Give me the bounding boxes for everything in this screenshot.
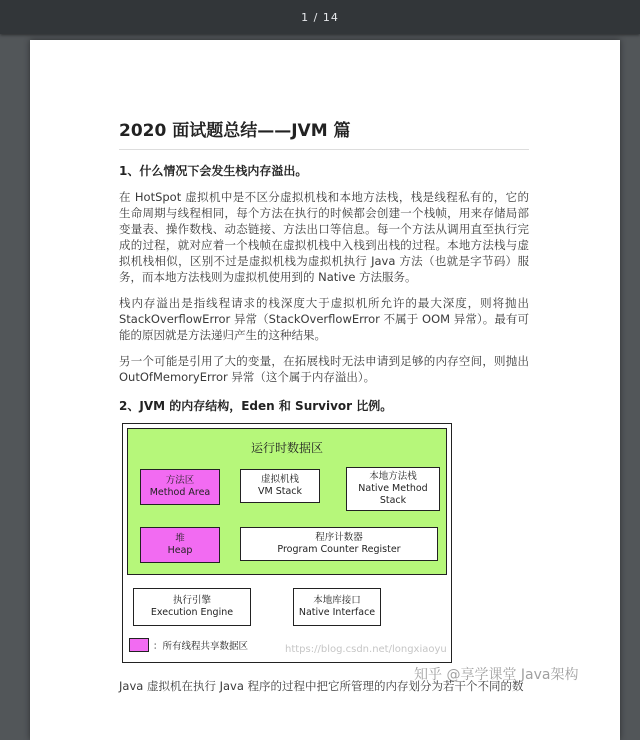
legend-swatch (129, 638, 149, 652)
vm-stack-box (240, 469, 320, 503)
watermark-brand: 知乎 @享学课堂 Java架构 (414, 667, 579, 683)
watermark-url: https://blog.csdn.net/longxiaoyu (285, 644, 447, 655)
page-content (119, 116, 529, 424)
method-area-cn: 方法区 (165, 475, 195, 486)
program-counter-box (240, 527, 438, 561)
paragraph-q1-2: 栈内存溢出是指线程请求的栈深度大于虚拟机所允许的最大深度，则将抛出 StackOverflowError 异常（StackOverflowError 不属于 OOM 异常）。最有可能的原因就是方法递归产生的这种结果。 (119, 296, 529, 342)
paragraph-q1-3: 另一个可能是引用了大的变量，在拓展栈时无法申请到足够的内存空间，则抛出 OutOfMemoryError 异常（这个属于内存溢出）。 (119, 354, 529, 384)
legend-label: ：所有线程共享数据区 (153, 641, 249, 652)
native-interface-en: Native Interface (298, 607, 376, 618)
pdf-page (30, 40, 620, 740)
pc-register-cn: 程序计数器 (315, 532, 363, 543)
pc-register-en: Program Counter Register (277, 544, 401, 555)
native-interface-box (293, 588, 381, 626)
heap-cn: 堆 (175, 533, 185, 544)
pdf-toolbar (0, 0, 640, 34)
execution-engine-box (133, 588, 251, 626)
native-interface-cn: 本地库接口 (313, 595, 361, 606)
heap-en: Heap (167, 545, 193, 556)
heap-box (140, 527, 220, 563)
document-title: 2020 面试题总结——JVM 篇 (119, 116, 529, 150)
runtime-data-area (127, 428, 447, 575)
page-counter: 1 / 14 (301, 10, 339, 24)
exec-engine-cn: 执行引擎 (172, 595, 211, 606)
vm-stack-en: VM Stack (257, 486, 303, 497)
jvm-memory-diagram (122, 423, 452, 663)
native-stack-cn: 本地方法栈 (369, 471, 417, 482)
paragraph-q1-1: 在 HotSpot 虚拟机中是不区分虚拟机栈和本地方法栈，栈是线程私有的，它的生命周期与线程相同，每个方法在执行的时候都会创建一个栈帧，用来存储局部变量表、操作数栈、动态链接、方法出口等信息。每一个方法从调用直至执行完成的过程，就对应着一个栈帧在虚拟机栈中入栈到出栈的过程。本地方法栈与虚拟机栈相似，区别不过是虚拟机栈为虚拟机执行 Java 方法（也就是字节码）服务，而本地方法栈则为虚拟机使用到的 Native 方法服务。 (119, 190, 529, 284)
paragraph-bottom: Java 虚拟机在执行 Java 程序的过程中把它所管理的内存划分为若干个不同的数 (119, 679, 524, 693)
diagram-legend (129, 638, 248, 652)
method-area-en: Method Area (149, 487, 211, 498)
method-area-box (140, 469, 220, 505)
native-stack-en: Native Method Stack (358, 483, 428, 506)
native-method-stack-box (346, 467, 440, 511)
section-heading-q2: 2、JVM 的内存结构，Eden 和 Survivor 比例。 (119, 399, 393, 413)
section-heading-q1: 1、什么情况下会发生栈内存溢出。 (119, 164, 308, 178)
runtime-area-title: 运行时数据区 (250, 441, 323, 455)
vm-stack-cn: 虚拟机栈 (260, 474, 299, 485)
exec-engine-en: Execution Engine (150, 607, 234, 618)
